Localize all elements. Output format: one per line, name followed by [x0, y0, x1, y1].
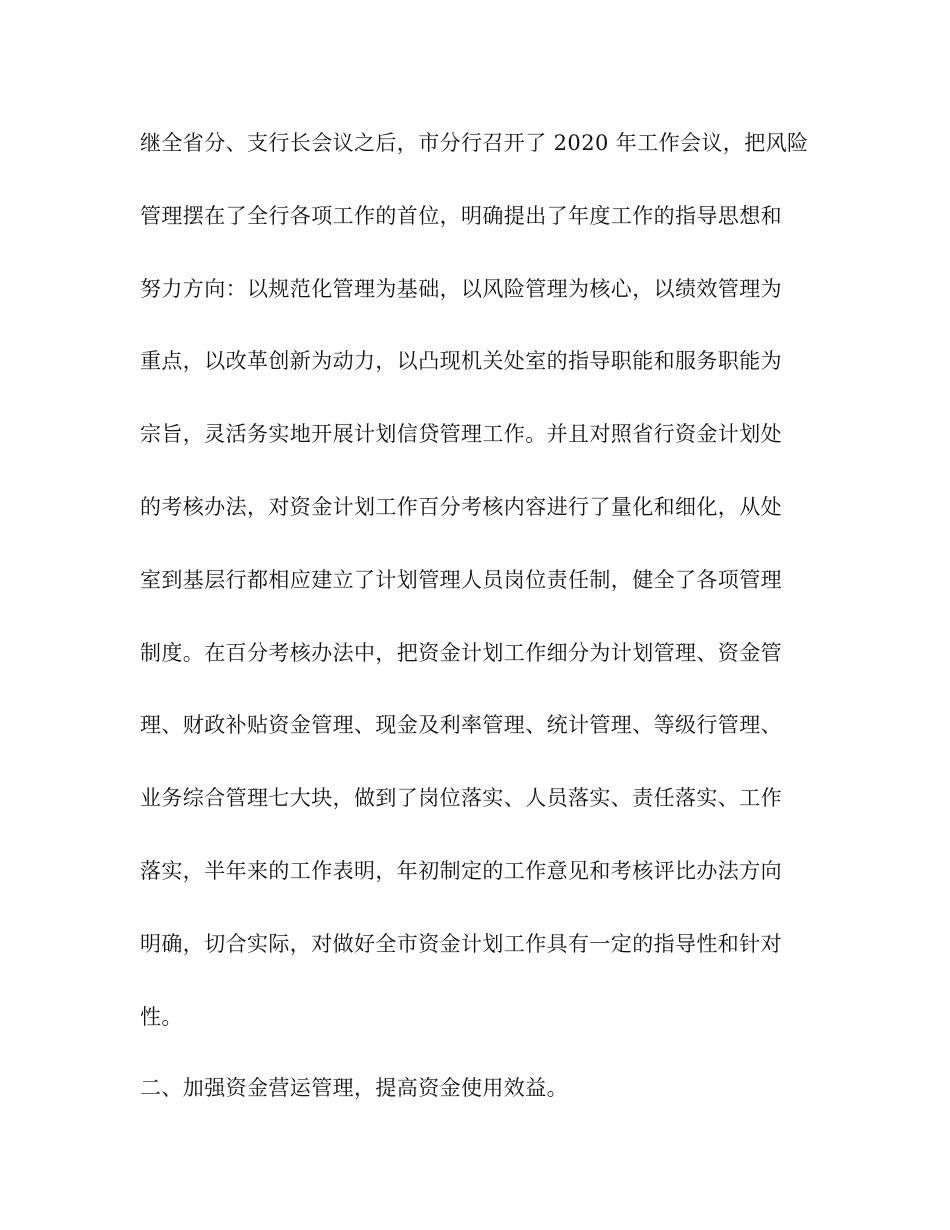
paragraph-line: 重点，以改革创新为动力，以凸现机关处室的指导职能和服务职能为 — [140, 349, 782, 374]
paragraph-line: 管理摆在了全行各项工作的首位，明确提出了年度工作的指导思想和 — [140, 203, 782, 228]
paragraph-line: 努力方向：以规范化管理为基础，以风险管理为核心，以绩效管理为 — [140, 276, 782, 301]
paragraph-line: 性。 — [140, 1004, 183, 1029]
body-paragraph — [140, 121, 820, 1067]
paragraph-line: 制度。在百分考核办法中，把资金计划工作细分为计划管理、资金管 — [140, 640, 782, 665]
paragraph-line: 理、财政补贴资金管理、现金及利率管理、统计管理、等级行管理、 — [140, 713, 782, 738]
paragraph-line: 落实，半年来的工作表明，年初制定的工作意见和考核评比办法方向 — [140, 858, 782, 883]
paragraph-line: 室到基层行都相应建立了计划管理人员岗位责任制，健全了各项管理 — [140, 567, 782, 592]
paragraph-line: 的考核办法，对资金计划工作百分考核内容进行了量化和细化，从处 — [140, 494, 782, 519]
paragraph-line: 宗旨，灵活务实地开展计划信贷管理工作。并且对照省行资金计划处 — [140, 422, 782, 447]
section-heading: 二、加强资金营运管理，提高资金使用效益。 — [140, 1076, 568, 1100]
paragraph-line: 明确，切合实际，对做好全市资金计划工作具有一定的指导性和针对 — [140, 931, 782, 956]
paragraph-line: 继全省分、支行长会议之后，市分行召开了 2020 年工作会议，把风险 — [140, 131, 809, 155]
paragraph-line: 业务综合管理七大块，做到了岗位落实、人员落实、责任落实、工作 — [140, 786, 782, 811]
